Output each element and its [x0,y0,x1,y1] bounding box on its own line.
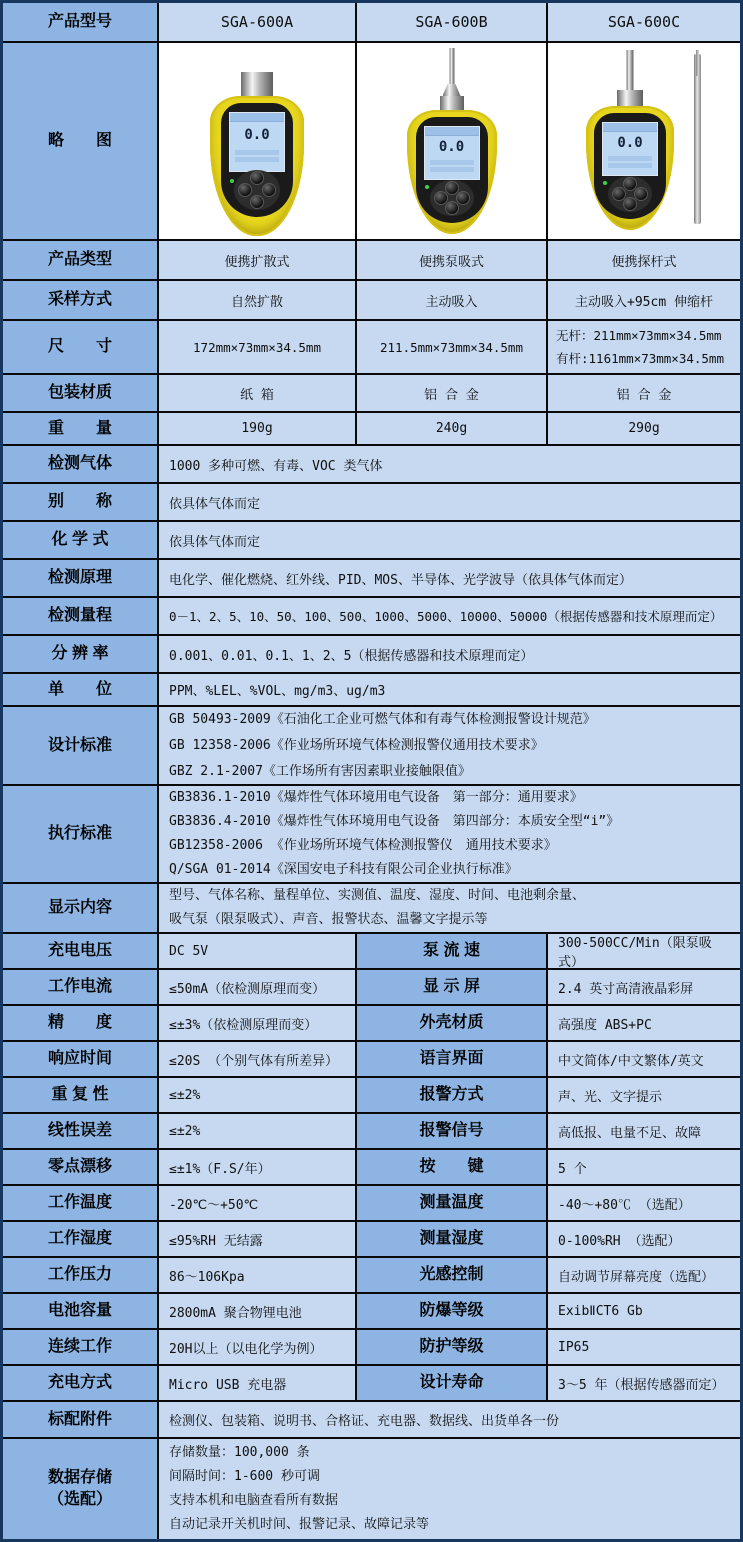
executive-standard-line: GB3836.4-2010《爆炸性气体环境用电气设备 第四部分：本质安全型“i”》 [169,814,620,829]
explosion-proof-label: 防爆等级 [357,1294,548,1330]
data-storage-line: 存储数量：100,000 条 [169,1445,310,1460]
continuous-work-value: 20H以上（以电化学为例） [159,1330,357,1366]
row-working-pressure-light-control [3,1258,740,1294]
row-detected-gases [3,446,740,484]
charging-voltage-label: 充电电压 [3,934,159,970]
device-illustration-b [397,48,507,234]
display-screen-value: 2.4 英寸高清液晶彩屏 [548,970,740,1006]
row-executive-standards [3,786,740,884]
probe-base [617,90,643,106]
pump-flow-label: 泵 流 速 [357,934,548,970]
row-standard-accessories [3,1402,740,1439]
row-sampling-method [3,281,740,321]
measure-humidity-value: 0-100%RH （选配） [548,1222,740,1258]
device-body [407,110,497,234]
repeatability-label: 重 复 性 [3,1078,159,1114]
lcd-row [608,163,652,168]
working-current-label: 工作电流 [3,970,159,1006]
row-accuracy-shell [3,1006,740,1042]
row-dimensions [3,321,740,375]
working-temp-value: -20℃～+50℃ [159,1186,357,1222]
data-storage-line: 支持本机和电脑查看所有数据 [169,1493,339,1508]
display-screen-label: 显 示 屏 [357,970,548,1006]
row-packaging [3,375,740,413]
keypad-button [238,183,252,197]
row-linearity-alarm-signal [3,1114,740,1150]
device-photo-sga600a [159,43,357,241]
alias-value: 依具体气体而定 [159,484,740,522]
alarm-mode-value: 声、光、文字提示 [548,1078,740,1114]
dimensions-a: 172mm×73mm×34.5mm [159,321,357,375]
telescopic-rod [694,54,701,224]
display-content-line: 型号、气体名称、量程单位、实测值、温度、湿度、时间、电池剩余量、 [169,888,586,903]
buttons-value: 5 个 [548,1150,740,1186]
design-standard-line: GB 50493-2009《石油化工企业可燃气体和有毒气体检测报警设计规范》 [169,711,596,727]
weight-c: 290g [548,413,740,446]
model-sga600c: SGA-600C [548,3,740,43]
protection-rating-value: IP65 [548,1330,740,1366]
unit-value: PPM、%LEL、%VOL、mg/m3、ug/m3 [159,674,740,707]
lcd-row [430,160,474,165]
protection-rating-label: 防护等级 [357,1330,548,1366]
probe-base [440,96,464,110]
detected-gases-label: 检测气体 [3,446,159,484]
keypad-button [250,171,264,185]
chemical-formula-value: 依具体气体而定 [159,522,740,560]
row-working-temp-measure-temp [3,1186,740,1222]
row-response-time-language [3,1042,740,1078]
data-storage-label-line1: 数据存储 [47,1469,112,1486]
display-content-line: 吸气泵（限泵吸式）、声音、报警状态、温馨文字提示等 [169,912,488,927]
device-lcd-screen [602,122,658,176]
measure-temp-label: 测量温度 [357,1186,548,1222]
lcd-row [235,157,279,162]
detection-range-value: 0－1、2、5、10、50、100、500、1000、5000、10000、50000（根据传感器和技术原理而定） [159,598,740,636]
working-current-value: ≤50mA（依检测原理而变） [159,970,357,1006]
row-sketch [3,43,740,241]
probe-cone [443,84,461,96]
sketch-label: 略 图 [3,43,159,241]
device-front-panel [221,103,293,217]
device-lcd-screen [229,112,285,172]
working-temp-label: 工作温度 [3,1186,159,1222]
data-storage-value [159,1439,740,1539]
repeatability-value: ≤±2% [159,1078,357,1114]
alarm-mode-label: 报警方式 [357,1078,548,1114]
executive-standard-line: Q/SGA 01-2014《深国安电子科技有限公司企业执行标准》 [169,862,518,877]
working-humidity-label: 工作湿度 [3,1222,159,1258]
weight-b: 240g [357,413,548,446]
row-repeatability-alarm-mode [3,1078,740,1114]
weight-label: 重 量 [3,413,159,446]
row-detection-principle [3,560,740,598]
executive-standard-line: GB3836.1-2010《爆炸性气体环境用电气设备 第一部分：通用要求》 [169,790,583,805]
packaging-c: 铝 合 金 [548,375,740,413]
keypad [234,170,280,210]
row-design-standards [3,707,740,786]
weight-a: 190g [159,413,357,446]
standard-accessories-value: 检测仪、包装箱、说明书、合格证、充电器、数据线、出货单各一份 [159,1402,740,1439]
language-ui-label: 语言界面 [357,1042,548,1078]
keypad-button [250,195,264,209]
keypad [608,176,652,212]
alias-label: 别 称 [3,484,159,522]
device-lcd-screen [424,126,480,180]
row-chemical-formula [3,522,740,560]
row-continuous-work-protection [3,1330,740,1366]
display-content-label: 显示内容 [3,884,159,934]
light-control-label: 光感控制 [357,1258,548,1294]
alarm-signal-value: 高低报、电量不足、故障 [548,1114,740,1150]
probe-rod [449,48,454,84]
keypad-button [262,183,276,197]
row-battery-explosion-proof [3,1294,740,1330]
row-product-type [3,241,740,281]
working-humidity-value: ≤95%RH 无结露 [159,1222,357,1258]
charging-method-label: 充电方式 [3,1366,159,1402]
executive-standard-line: GB12358-2006 《作业场所环境气体检测报警仪 通用技术要求》 [169,838,557,853]
lcd-row [608,156,652,161]
charging-method-value: Micro USB 充电器 [159,1366,357,1402]
response-time-value: ≤20S （个别气体有所差异） [159,1042,357,1078]
product-type-b: 便携泵吸式 [357,241,548,281]
row-resolution [3,636,740,674]
lcd-statusbar [425,127,479,136]
lcd-reading: 0.0 [244,127,270,143]
light-control-value: 自动调节屏幕亮度（选配） [548,1258,740,1294]
design-standard-line: GBZ 2.1-2007《工作场所有害因素职业接触限值》 [169,763,471,779]
row-weight [3,413,740,446]
device-illustration-a [202,48,312,234]
row-display-content [3,884,740,934]
linearity-error-value: ≤±2% [159,1114,357,1150]
lcd-statusbar [230,113,284,122]
alarm-signal-label: 报警信号 [357,1114,548,1150]
working-pressure-value: 86～106Kpa [159,1258,357,1294]
device-front-panel [594,113,666,219]
data-storage-label [3,1439,159,1539]
linearity-error-label: 线性误差 [3,1114,159,1150]
accuracy-value: ≤±3%（依检测原理而变） [159,1006,357,1042]
device-body [586,106,674,230]
product-type-label: 产品类型 [3,241,159,281]
battery-capacity-label: 电池容量 [3,1294,159,1330]
row-working-humidity-measure-humidity [3,1222,740,1258]
keypad-button [445,201,459,215]
sampling-b: 主动吸入 [357,281,548,321]
zero-drift-value: ≤±1%（F.S/年） [159,1150,357,1186]
device-body [210,96,304,236]
telescopic-rod-tip [696,50,699,76]
detected-gases-value: 1000 多种可燃、有毒、VOC 类气体 [159,446,740,484]
chemical-formula-label: 化 学 式 [3,522,159,560]
working-pressure-label: 工作压力 [3,1258,159,1294]
data-storage-line: 自动记录开关机时间、报警记录、故障记录等 [169,1517,430,1532]
packaging-a: 纸 箱 [159,375,357,413]
dimensions-c-without-rod: 无杆：211mm×73mm×34.5mm [556,328,722,343]
device-photo-sga600c [548,43,740,241]
zero-drift-label: 零点漂移 [3,1150,159,1186]
pump-flow-value: 300-500CC/Min（限泵吸式） [548,934,740,970]
shell-material-label: 外壳材质 [357,1006,548,1042]
row-unit [3,674,740,707]
row-zero-drift-buttons [3,1150,740,1186]
design-life-value: 3～5 年（根据传感器而定） [548,1366,740,1402]
lcd-statusbar [603,123,657,132]
standard-accessories-label: 标配附件 [3,1402,159,1439]
lcd-row [235,150,279,155]
keypad-button [456,191,470,205]
buttons-label: 按 键 [357,1150,548,1186]
resolution-value: 0.001、0.01、0.1、1、2、5（根据传感器和技术原理而定） [159,636,740,674]
shell-material-value: 高强度 ABS+PC [548,1006,740,1042]
row-product-model [3,3,740,43]
device-illustration-c [579,48,709,234]
response-time-label: 响应时间 [3,1042,159,1078]
dimensions-c-with-rod: 有杆:1161mm×73mm×34.5mm [556,351,724,366]
model-sga600a: SGA-600A [159,3,357,43]
detection-range-label: 检测量程 [3,598,159,636]
charging-voltage-value: DC 5V [159,934,357,970]
lcd-reading: 0.0 [617,135,643,151]
sensor-cap [241,72,273,98]
row-data-storage [3,1439,740,1539]
executive-standards-value [159,786,740,884]
unit-label: 单 位 [3,674,159,707]
product-type-a: 便携扩散式 [159,241,357,281]
row-charging-voltage-pump-flow [3,934,740,970]
device-front-panel [416,117,488,223]
design-life-label: 设计寿命 [357,1366,548,1402]
row-detection-range [3,598,740,636]
explosion-proof-value: ExibⅡCT6 Gb [548,1294,740,1330]
design-standard-line: GB 12358-2006《作业场所环境气体检测报警仪通用技术要求》 [169,737,544,753]
lcd-reading: 0.0 [438,139,465,155]
dimensions-label: 尺 寸 [3,321,159,375]
keypad-button [634,187,648,201]
lcd-row [430,167,474,172]
detection-principle-value: 电化学、催化燃烧、红外线、PID、MOS、半导体、光学波导（依具体气体而定） [159,560,740,598]
keypad-button [623,197,637,211]
row-working-current-display [3,970,740,1006]
keypad [430,180,474,216]
design-standards-label: 设计标准 [3,707,159,786]
accuracy-label: 精 度 [3,1006,159,1042]
display-content-value [159,884,740,934]
row-alias [3,484,740,522]
sampling-a: 自然扩散 [159,281,357,321]
measure-temp-value: -40～+80℃ （选配） [548,1186,740,1222]
resolution-label: 分 辨 率 [3,636,159,674]
product-type-c: 便携探杆式 [548,241,740,281]
language-ui-value: 中文简体/中文繁体/英文 [548,1042,740,1078]
sampling-c: 主动吸入+95cm 伸缩杆 [548,281,740,321]
packaging-label: 包装材质 [3,375,159,413]
executive-standards-label: 执行标准 [3,786,159,884]
dimensions-c [548,321,740,375]
measure-humidity-label: 测量湿度 [357,1222,548,1258]
probe-rod [627,50,634,90]
dimensions-b: 211.5mm×73mm×34.5mm [357,321,548,375]
data-storage-label-line2: （选配） [47,1491,112,1508]
continuous-work-label: 连续工作 [3,1330,159,1366]
battery-capacity-value: 2800mA 聚合物锂电池 [159,1294,357,1330]
row-charging-method-design-life [3,1366,740,1402]
model-sga600b: SGA-600B [357,3,548,43]
data-storage-line: 间隔时间：1-600 秒可调 [169,1469,320,1484]
packaging-b: 铝 合 金 [357,375,548,413]
detection-principle-label: 检测原理 [3,560,159,598]
sampling-method-label: 采样方式 [3,281,159,321]
design-standards-value [159,707,740,786]
product-model-label: 产品型号 [3,3,159,43]
device-photo-sga600b [357,43,548,241]
